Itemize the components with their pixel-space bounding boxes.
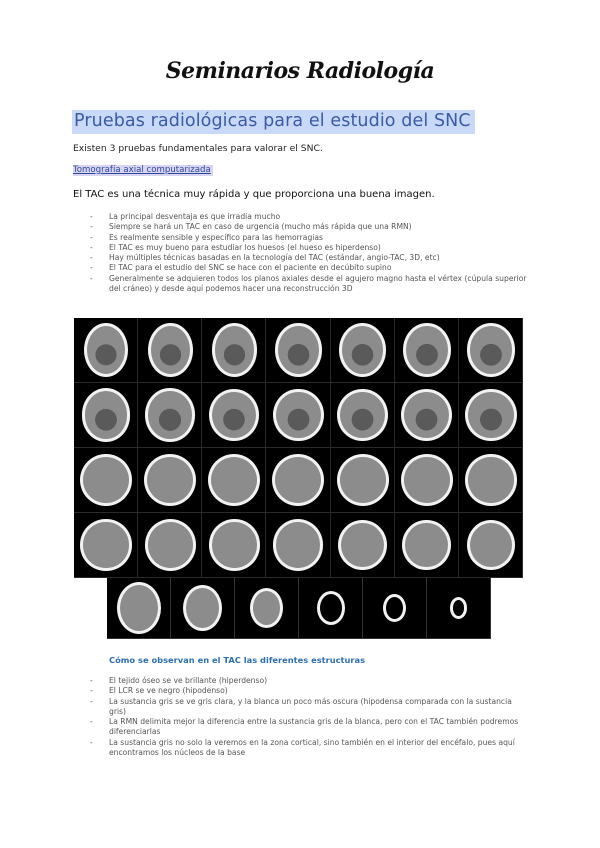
brain-tissue (83, 457, 129, 503)
brain-tissue (406, 326, 448, 373)
brain-tissue (341, 523, 385, 568)
skull-outline (84, 323, 128, 377)
lead-paragraph: El TAC es una técnica muy rápida y que proporciona una buena imagen. (73, 189, 435, 200)
ct-slice-image (395, 448, 459, 513)
brain-tissue (211, 457, 257, 503)
skull-outline (317, 591, 345, 625)
skull-outline (467, 323, 515, 376)
skull-outline (339, 323, 386, 377)
brain-tissue (147, 457, 193, 503)
skull-outline (403, 323, 451, 376)
ct-slice-image (74, 448, 138, 513)
brain-tissue (151, 326, 190, 374)
ct-slice-image (427, 578, 491, 639)
ct-slice-image (202, 383, 266, 448)
ct-scan-figure (74, 318, 523, 639)
brain-tissue (340, 457, 386, 503)
ct-slice-image (107, 578, 171, 639)
ct-slice-image (395, 383, 459, 448)
brain-tissue (215, 326, 255, 374)
ct-slice-image (266, 318, 330, 383)
list-item: - Siempre se hará un TAC en caso de urgencia (mucho más rápida que una RMN) (90, 222, 412, 232)
ct-slice-image (235, 578, 299, 639)
skull-outline (212, 323, 258, 377)
brain-tissue (404, 392, 449, 439)
brain-tissue (453, 600, 464, 616)
brain-tissue (87, 326, 125, 374)
ct-slice-image (459, 318, 523, 383)
ct-slice-image (331, 383, 395, 448)
ct-slice-image (138, 383, 202, 448)
brain-tissue (148, 522, 193, 567)
tac-bullet-list (90, 212, 530, 294)
brain-tissue (212, 522, 257, 567)
skull-outline (144, 454, 196, 506)
ct-slice-image (266, 383, 330, 448)
structures-caption: Cómo se observan en el TAC las diferentes estructuras (109, 655, 366, 665)
scan-row (107, 578, 523, 639)
skull-outline (273, 389, 324, 442)
ct-slice-image (395, 513, 459, 578)
list-item: - Hay múltiples técnicas basadas en la tecnología del TAC (estándar, angio-TAC, 3D, etc) (90, 253, 440, 263)
list-item: - El TAC para el estudio del SNC se hace con el paciente en decúbito supino (90, 263, 392, 273)
brain-tissue (275, 457, 321, 503)
skull-outline (401, 454, 453, 506)
brain-tissue (340, 392, 385, 439)
ct-slice-image (363, 578, 427, 639)
structures-bullet-list (90, 676, 530, 758)
ct-slice-image (74, 383, 138, 448)
ct-slice-image (138, 513, 202, 578)
skull-outline (208, 454, 260, 506)
list-item: - El tejido óseo se ve brillante (hiperdenso) (90, 676, 268, 685)
ct-slice-image (459, 383, 523, 448)
brain-tissue (85, 391, 128, 438)
skull-outline (467, 520, 515, 571)
brain-tissue (83, 522, 128, 567)
subsection-title: Tomografía axial computarizada (73, 165, 211, 175)
brain-tissue (468, 457, 514, 503)
scan-row (74, 448, 523, 513)
document-title: Seminarios Radiología (165, 58, 435, 84)
brain-tissue (320, 594, 342, 622)
skull-outline (80, 519, 131, 570)
skull-outline (209, 519, 260, 570)
ct-slice-image (138, 318, 202, 383)
ct-slice-image (266, 513, 330, 578)
brain-tissue (405, 523, 448, 568)
list-item: - El LCR se ve negro (hipodenso) (90, 686, 228, 696)
ct-slice-image (395, 318, 459, 383)
skull-outline (148, 323, 193, 377)
skull-outline (337, 454, 389, 506)
skull-outline (337, 389, 388, 442)
brain-tissue (212, 392, 256, 439)
list-item: - La RMN delimita mejor la diferencia entre la sustancia gris de la blanca, pero con el TAC también podremos diferenciarlas (90, 717, 519, 737)
skull-outline (450, 597, 467, 619)
ct-slice-image (459, 513, 523, 578)
skull-outline (273, 519, 323, 570)
list-item: - La principal desventaja es que irradia mucho (90, 212, 281, 221)
skull-outline (465, 389, 517, 441)
brain-tissue (386, 597, 403, 619)
brain-tissue (253, 591, 280, 625)
brain-tissue (404, 457, 450, 503)
list-item: - Generalmente se adquieren todos los planos axiales desde el agujero magno hasta el vértex (cúpula superior del cráneo) y desde aquí podemos hacer una reconstrucción 3D (90, 273, 527, 294)
brain-tissue (342, 326, 383, 374)
intro-paragraph: Existen 3 pruebas fundamentales para valorar el SNC. (73, 143, 323, 154)
skull-outline (338, 520, 388, 571)
brain-tissue (278, 326, 318, 374)
list-item: - El TAC es muy bueno para estudiar los huesos (el hueso es hiperdenso) (90, 242, 381, 252)
skull-outline (275, 323, 321, 377)
ct-slice-image (74, 318, 138, 383)
ct-slice-image (331, 448, 395, 513)
list-item: - La sustancia gris no solo la veremos en la zona cortical, sino también en el interior del encéfalo, pues aquí encontramos los núcleos de la base (90, 737, 515, 758)
brain-tissue (148, 391, 192, 438)
brain-tissue (276, 522, 320, 567)
section-title: Pruebas radiológicas para el estudio del SNC (72, 110, 475, 134)
skull-outline (272, 454, 324, 506)
ct-slice-image (266, 448, 330, 513)
ct-slice-image (138, 448, 202, 513)
brain-tissue (276, 392, 321, 439)
skull-outline (402, 520, 451, 571)
skull-outline (401, 389, 452, 442)
brain-tissue (120, 585, 158, 631)
list-item: - Es realmente sensible y específico para las hemorragias (90, 232, 323, 242)
skull-outline (209, 389, 259, 442)
ct-slice-image (331, 318, 395, 383)
ct-slice-image (202, 513, 266, 578)
brain-tissue (470, 326, 512, 373)
skull-outline (82, 388, 131, 441)
brain-tissue (186, 588, 219, 628)
ct-slice-image (202, 448, 266, 513)
list-item: - La sustancia gris se ve gris clara, y la blanca un poco más oscura (hipodensa comparada con la sustancia gris) (90, 696, 512, 716)
ct-slice-image (299, 578, 363, 639)
brain-tissue (468, 392, 514, 438)
skull-outline (80, 454, 132, 506)
skull-outline (183, 585, 222, 631)
scan-row (74, 318, 523, 383)
ct-slice-image (202, 318, 266, 383)
skull-outline (383, 594, 406, 622)
skull-outline (250, 588, 283, 628)
brain-tissue (470, 523, 512, 568)
skull-outline (465, 454, 517, 506)
ct-slice-image (74, 513, 138, 578)
skull-outline (145, 388, 195, 441)
ct-slice-image (171, 578, 235, 639)
scan-row (74, 513, 523, 578)
ct-slice-image (459, 448, 523, 513)
skull-outline (145, 519, 196, 570)
skull-outline (117, 582, 161, 634)
ct-slice-image (331, 513, 395, 578)
scan-row (74, 383, 523, 448)
